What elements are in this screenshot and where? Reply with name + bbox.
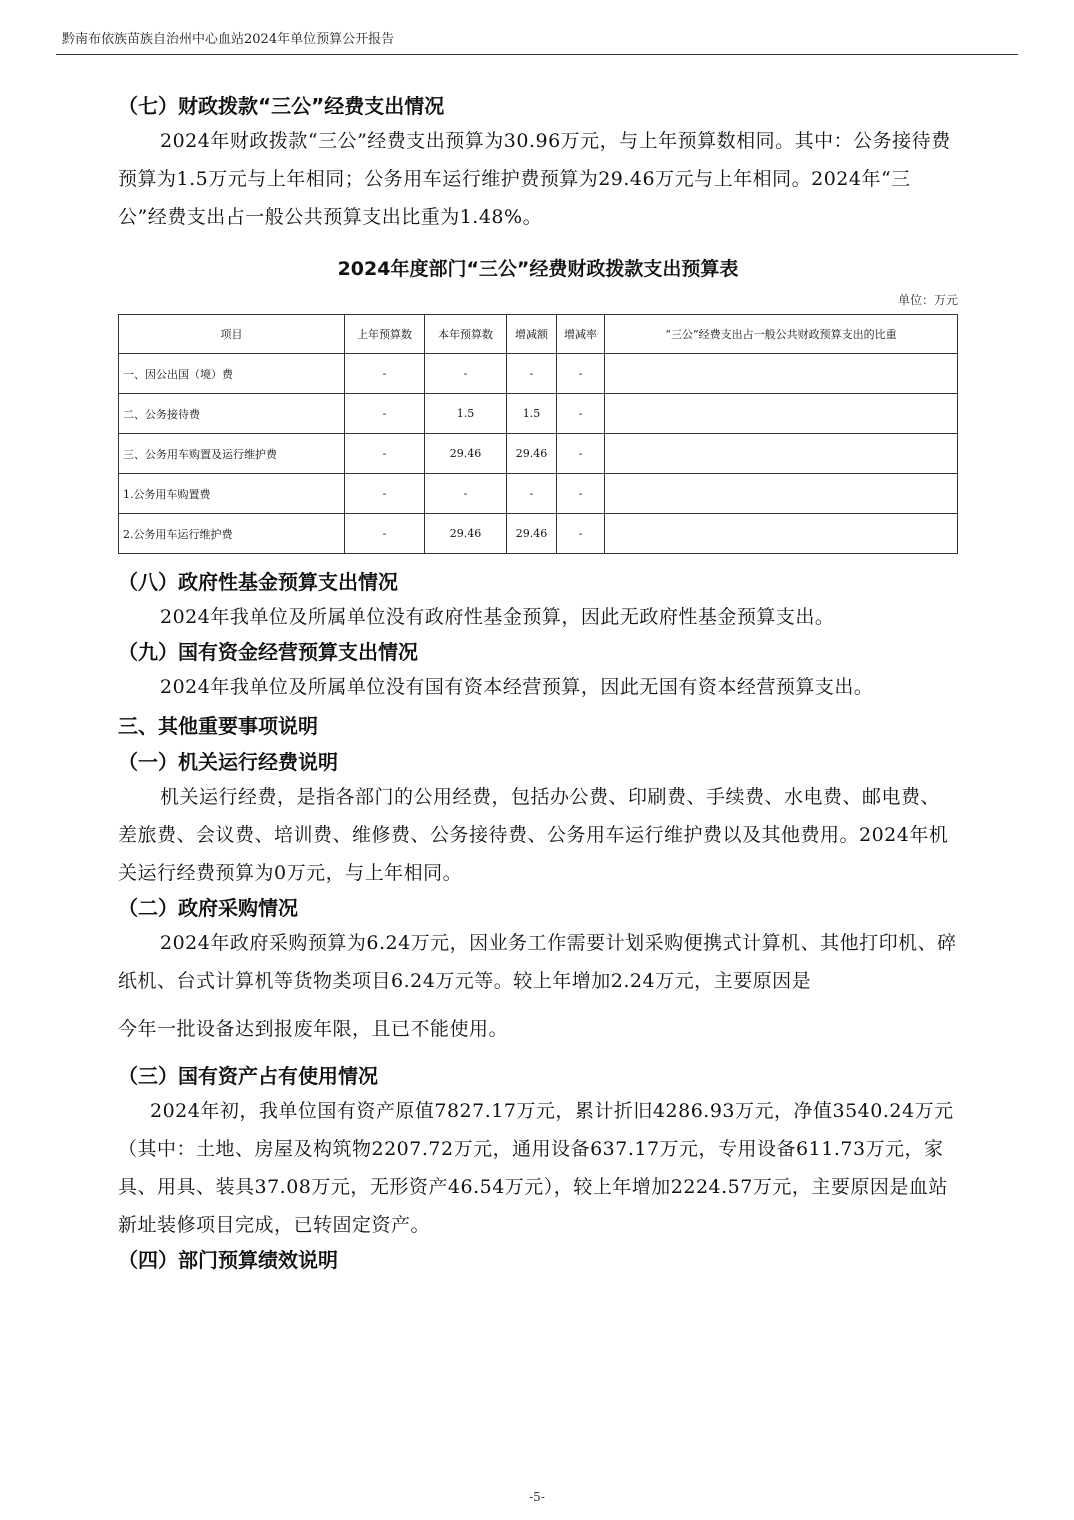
col-header-change-rate: 增减率 [557, 315, 605, 354]
section-7-paragraph: 2024年财政拨款“三公”经费支出预算为30.96万元，与上年预算数相同。其中：公务接待费预算为1.5万元与上年相同；公务用车运行维护费预算为29.46万元与上年相同。2024年“三公”经费支出占一般公共预算支出比重为1.48%。 [118, 130, 951, 228]
cell-prev-budget: - [345, 474, 425, 514]
cell-item: 1.公务用车购置费 [119, 474, 345, 514]
col-header-change-amount: 增减额 [507, 315, 557, 354]
cell-change-rate: - [557, 434, 605, 474]
cell-ratio [605, 474, 958, 514]
section-8-paragraph: 2024年我单位及所属单位没有政府性基金预算，因此无政府性基金预算支出。 [160, 606, 835, 628]
table-row [119, 394, 958, 434]
cell-change-rate: - [557, 474, 605, 514]
cell-item: 三、公务用车购置及运行维护费 [119, 434, 345, 474]
cell-change-amount: 29.46 [507, 514, 557, 554]
table-unit: 单位：万元 [897, 293, 958, 307]
table-row [119, 474, 958, 514]
cell-ratio [605, 354, 958, 394]
cell-ratio [605, 434, 958, 474]
section-9-paragraph: 2024年我单位及所属单位没有国有资本经营预算，因此无国有资本经营预算支出。 [160, 676, 874, 698]
subsection-3-heading: （三）国有资产占有使用情况 [118, 1064, 378, 1088]
table-row [119, 434, 958, 474]
cell-ratio [605, 514, 958, 554]
part-3-heading: 三、其他重要事项说明 [118, 714, 318, 738]
table-row [119, 354, 958, 394]
header-divider [56, 54, 1018, 55]
col-header-item: 项目 [119, 315, 345, 354]
cell-change-amount: - [507, 354, 557, 394]
table-row [119, 514, 958, 554]
cell-change-amount: 1.5 [507, 394, 557, 434]
cell-current-budget: - [425, 354, 507, 394]
section-8-heading: （八）政府性基金预算支出情况 [118, 570, 398, 594]
cell-item: 一、因公出国（境）费 [119, 354, 345, 394]
section-9-heading: （九）国有资金经营预算支出情况 [118, 640, 418, 664]
cell-change-amount: 29.46 [507, 434, 557, 474]
cell-item: 2.公务用车运行维护费 [119, 514, 345, 554]
cell-change-rate: - [557, 394, 605, 434]
subsection-2-paragraph-continued: 今年一批设备达到报废年限，且已不能使用。 [118, 1018, 509, 1040]
cell-current-budget: 29.46 [425, 514, 507, 554]
section-7-heading: （七）财政拨款“三公”经费支出情况 [118, 94, 445, 118]
subsection-3-paragraph: 2024年初，我单位国有资产原值7827.17万元，累计折旧4286.93万元，净值3540.24万元（其中：土地、房屋及构筑物2207.72万元，通用设备637.17万元，专用设备611.73万元，家具、用具、装具37.08万元，无形资产46.54万元），较上年增加2224.57万元，主要原因是血站新址装修项目完成，已转固定资产。 [118, 1100, 954, 1236]
page-number: -5- [529, 1490, 545, 1504]
col-header-ratio: “三公”经费支出占一般公共财政预算支出的比重 [605, 315, 958, 354]
cell-prev-budget: - [345, 394, 425, 434]
col-header-prev-budget: 上年预算数 [345, 315, 425, 354]
cell-prev-budget: - [345, 434, 425, 474]
cell-change-amount: - [507, 474, 557, 514]
subsection-2-heading: （二）政府采购情况 [118, 896, 298, 920]
document-body [118, 90, 958, 1276]
cell-prev-budget: - [345, 354, 425, 394]
cell-item: 二、公务接待费 [119, 394, 345, 434]
cell-prev-budget: - [345, 514, 425, 554]
cell-current-budget: 1.5 [425, 394, 507, 434]
subsection-1-heading: （一）机关运行经费说明 [118, 750, 338, 774]
cell-change-rate: - [557, 514, 605, 554]
subsection-1-paragraph: 机关运行经费，是指各部门的公用经费，包括办公费、印刷费、手续费、水电费、邮电费、差旅费、会议费、培训费、维修费、公务接待费、公务用车运行维护费以及其他费用。2024年机关运行经费预算为0万元，与上年相同。 [118, 786, 949, 884]
subsection-2-paragraph: 2024年政府采购预算为6.24万元，因业务工作需要计划采购便携式计算机、其他打印机、碎纸机、台式计算机等货物类项目6.24万元等。较上年增加2.24万元，主要原因是 [118, 932, 957, 992]
table-header-row [119, 315, 958, 354]
page-header: 黔南布依族苗族自治州中心血站2024年单位预算公开报告 [62, 32, 395, 47]
subsection-4-heading: （四）部门预算绩效说明 [118, 1248, 338, 1272]
cell-change-rate: - [557, 354, 605, 394]
cell-current-budget: - [425, 474, 507, 514]
col-header-current-budget: 本年预算数 [425, 315, 507, 354]
cell-current-budget: 29.46 [425, 434, 507, 474]
three-public-expenses-table [118, 314, 958, 554]
table-title: 2024年度部门“三公”经费财政拨款支出预算表 [337, 258, 739, 280]
cell-ratio [605, 394, 958, 434]
